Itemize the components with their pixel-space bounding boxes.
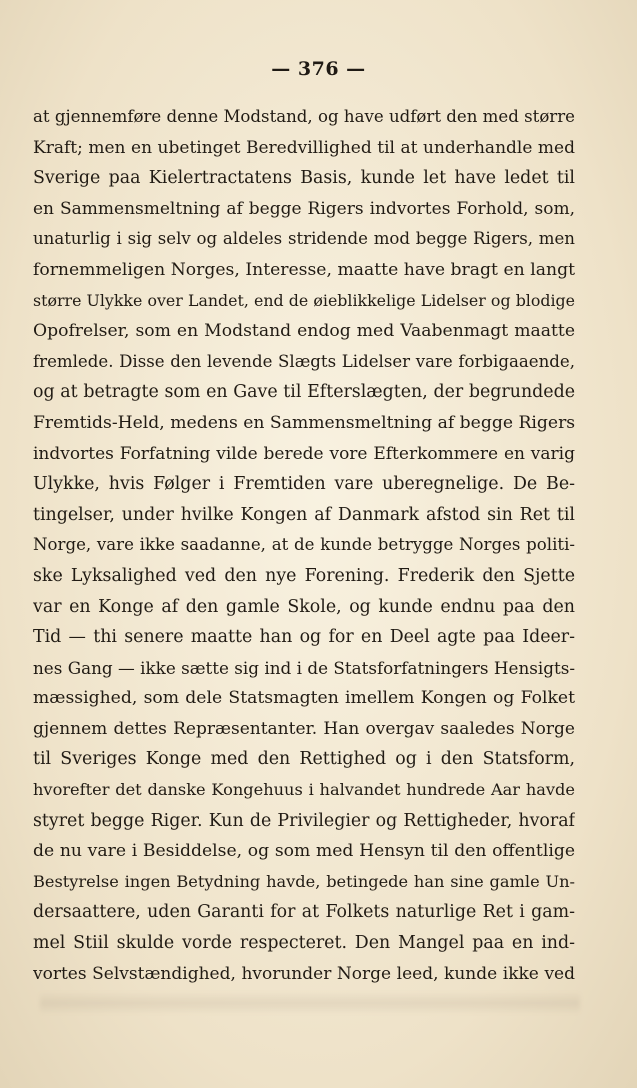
text-line: ske Lyksalighed ved den nye Forening. Frederik den Sjette xyxy=(33,565,575,586)
text-line: nes Gang — ikke sætte sig ind i de Statsforfatningers Hensigts- xyxy=(33,657,575,678)
text-line: mel Stiil skulde vorde respecteret. Den Mangel paa en ind- xyxy=(33,933,575,954)
text-line: var en Konge af den gamle Skole, og kunde endnu paa den xyxy=(33,596,575,617)
body-text xyxy=(33,102,575,989)
text-line: fremlede. Disse den levende Slægts Lidelser vare forbigaaende, xyxy=(33,351,575,371)
show-through-bleed xyxy=(40,992,580,1014)
text-line: tingelser, under hvilke Kongen af Danmark afstod sin Ret til xyxy=(33,504,575,525)
text-line: unaturlig i sig selv og aldeles stridende mod begge Rigers, men xyxy=(33,229,575,249)
text-line: Norge, vare ikke saadanne, at de kunde betrygge Norges politi- xyxy=(33,535,575,555)
text-line: mæssighed, som dele Statsmagten imellem Kongen og Folket xyxy=(33,688,575,709)
text-line: vortes Selvstændighed, hvorunder Norge leed, kunde ikke ved xyxy=(33,963,575,984)
text-line: til Sveriges Konge med den Rettighed og i den Statsform, xyxy=(33,749,575,770)
text-line: Opofrelser, som en Modstand endog med Vaabenmagt maatte xyxy=(33,321,575,342)
page-number: — 376 — xyxy=(271,58,366,80)
text-line: fornemmeligen Norges, Interesse, maatte have bragt en langt xyxy=(33,259,575,280)
text-line: de nu vare i Besiddelse, og som med Hensyn til den offentlige xyxy=(33,841,575,862)
text-line: og at betragte som en Gave til Efterslægten, der begrundede xyxy=(33,382,575,403)
text-line: større Ulykke over Landet, end de øieblikkelige Lidelser og blodige xyxy=(33,290,575,310)
text-line: Kraft; men en ubetinget Beredvillighed til at underhandle med xyxy=(33,137,575,158)
text-line: Fremtids-Held, medens en Sammensmeltning af begge Rigers xyxy=(33,412,575,433)
text-line: Bestyrelse ingen Betydning havde, betingede han sine gamle Un- xyxy=(33,871,575,891)
text-line: Sverige paa Kielertractatens Basis, kunde let have ledet til xyxy=(33,168,575,189)
text-line: at gjennemføre denne Modstand, og have udført den med større xyxy=(33,107,575,126)
text-line: styret begge Riger. Kun de Privilegier og Rettigheder, hvoraf xyxy=(33,810,575,831)
text-line: en Sammensmeltning af begge Rigers indvortes Forhold, som, xyxy=(33,198,575,219)
text-line: hvorefter det danske Kongehuus i halvandet hundrede Aar havde xyxy=(33,780,575,800)
text-line: gjennem dettes Repræsentanter. Han overgav saaledes Norge xyxy=(33,718,575,739)
text-line: indvortes Forfatning vilde berede vore Efterkommere en varig xyxy=(33,443,575,464)
text-line: Tid — thi senere maatte han og for en Deel agte paa Ideer- xyxy=(33,627,575,648)
text-line: dersaattere, uden Garanti for at Folkets naturlige Ret i gam- xyxy=(33,902,575,923)
text-line: Ulykke, hvis Følger i Fremtiden vare uberegnelige. De Be- xyxy=(33,474,575,495)
